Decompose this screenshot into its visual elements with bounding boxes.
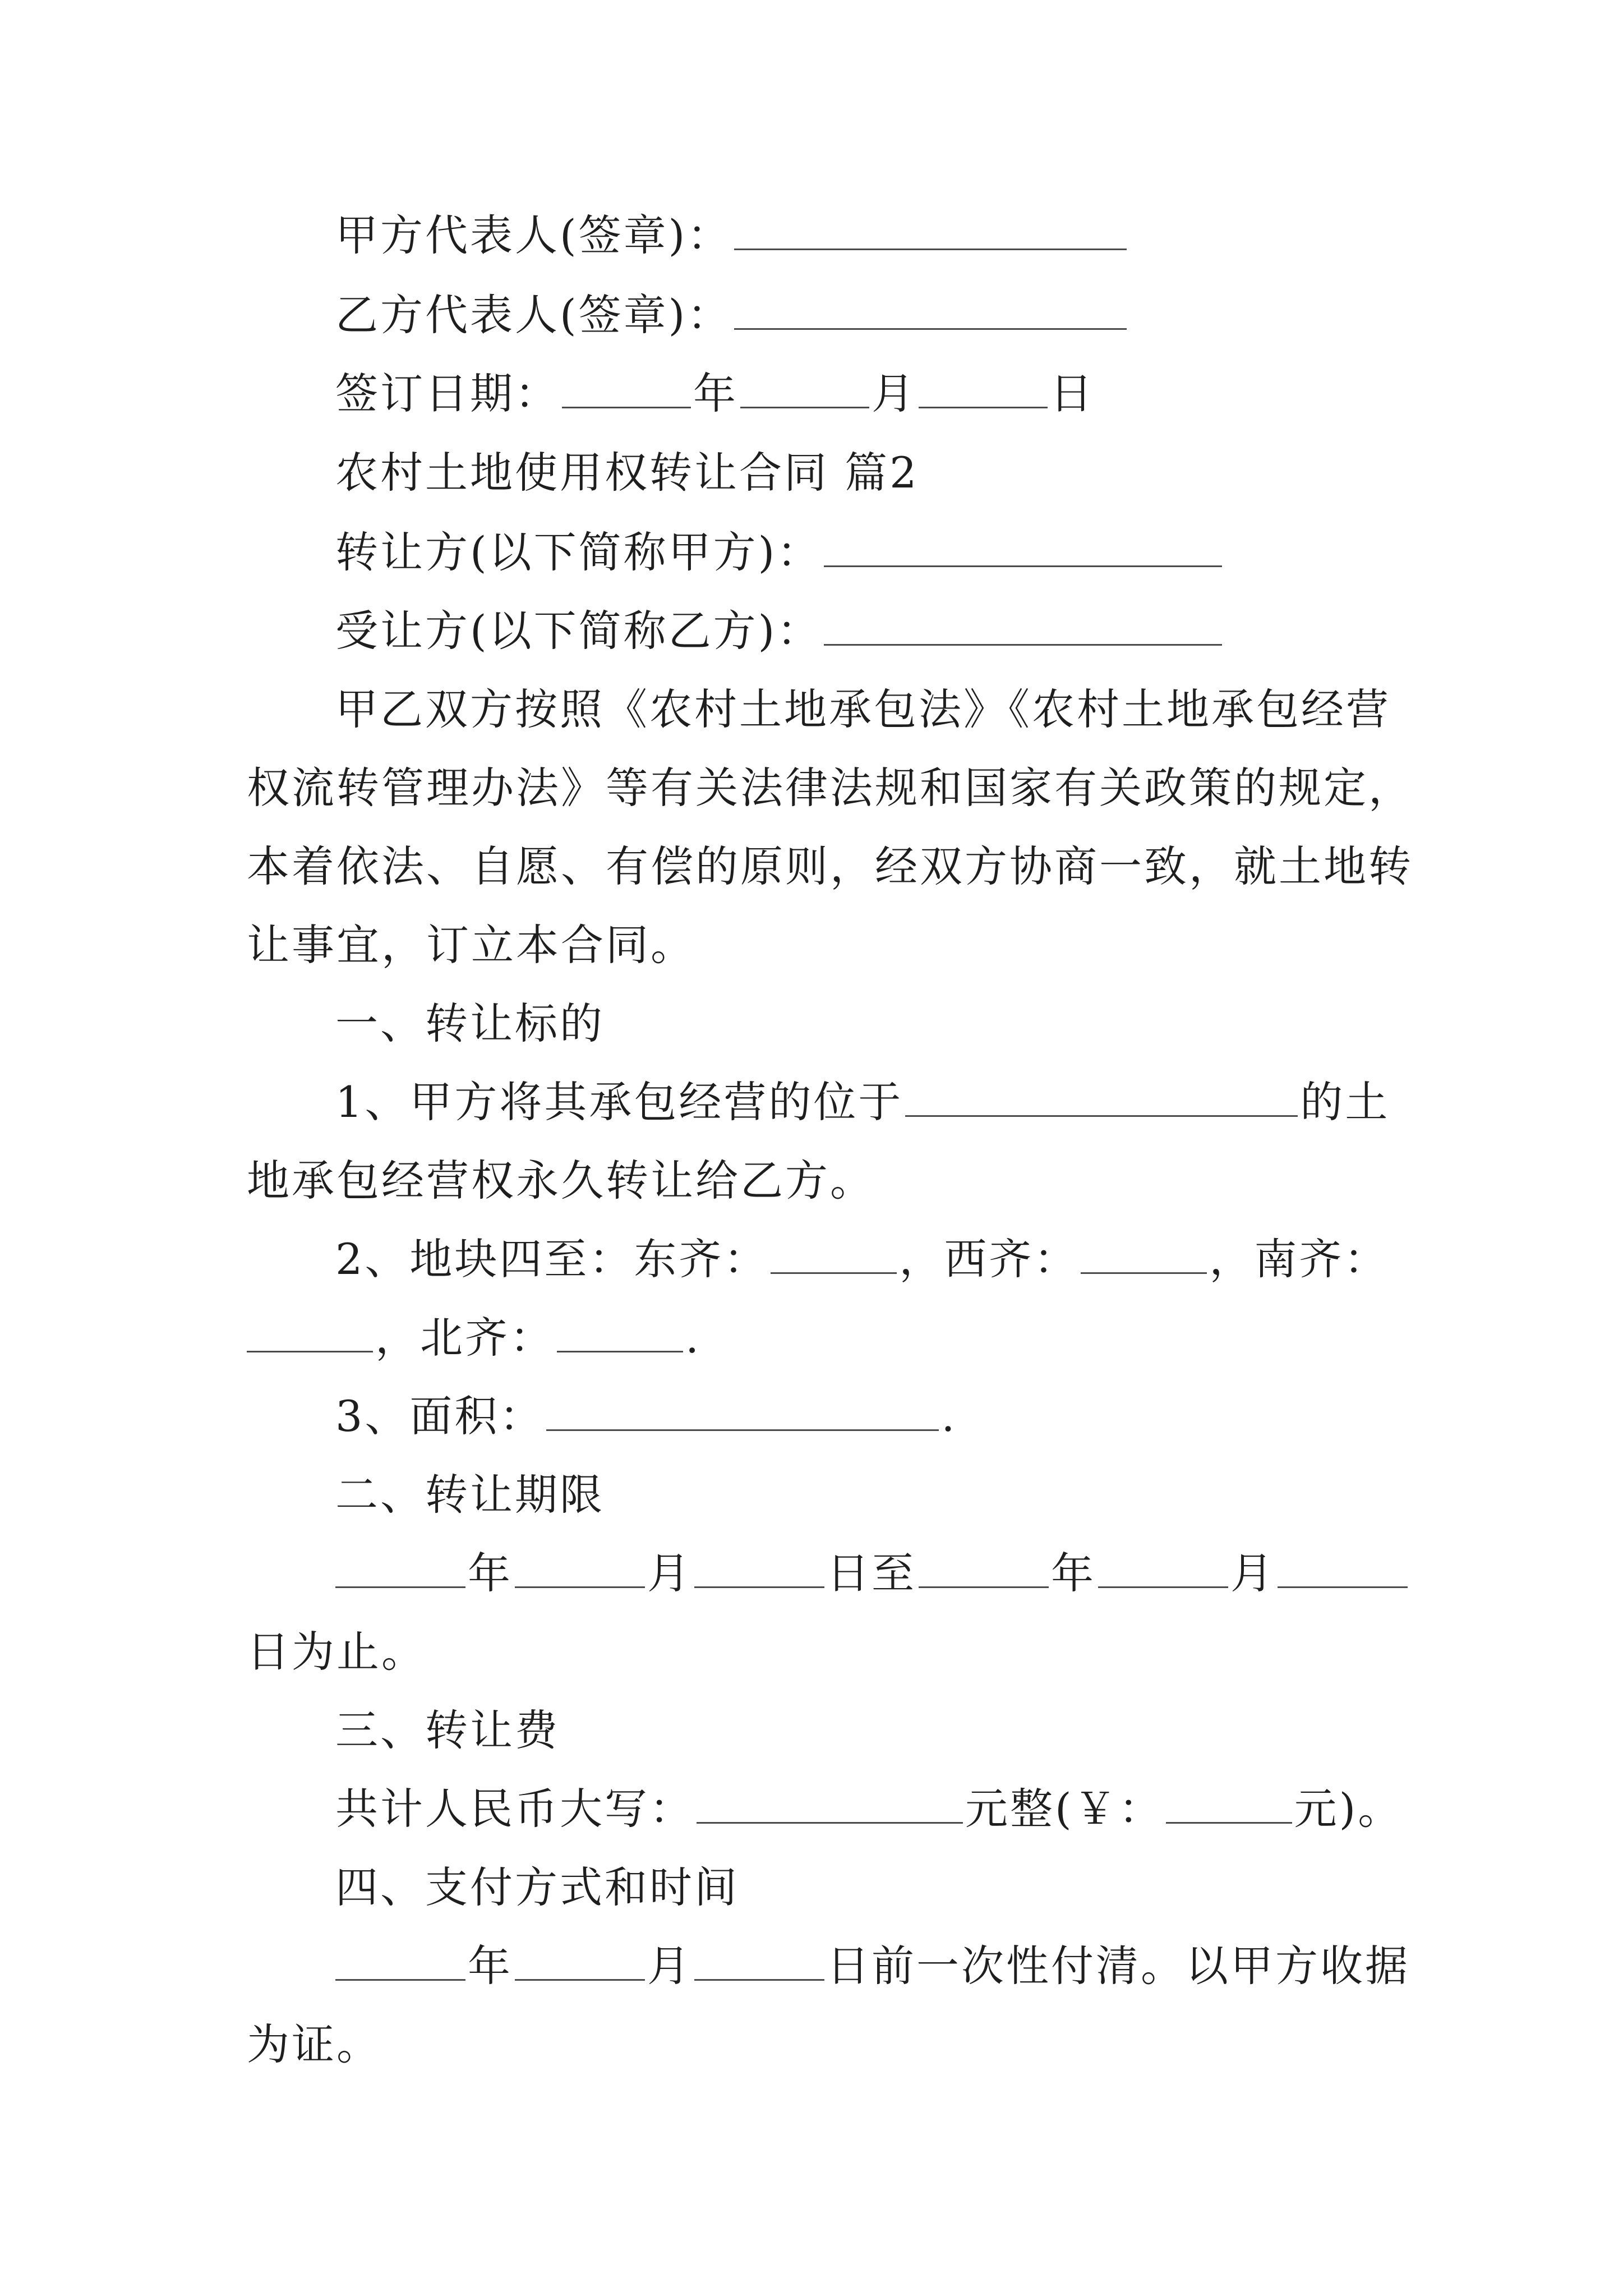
end-year-blank[interactable] (919, 1549, 1049, 1588)
clause1-item1-line2: 地承包经营权永久转让给乙方。 (247, 1156, 875, 1205)
section-title: 农村土地使用权转让合同 篇2 (335, 448, 919, 498)
amount-number-blank[interactable] (1166, 1784, 1292, 1824)
north-blank[interactable] (557, 1313, 683, 1352)
clause4-pay-end: 为证。 (247, 2019, 381, 2069)
until-label: 日至 (827, 1548, 916, 1598)
area-label: 3、面积： (335, 1391, 545, 1441)
end-month-blank[interactable] (1098, 1549, 1228, 1588)
yuan-full-label: 元整(￥： (965, 1784, 1164, 1834)
month-label: 月 (647, 1548, 692, 1598)
signature-blank[interactable] (734, 211, 1127, 250)
intro-line-2: 权流转管理办法》等有关法律法规和国家有关政策的规定， (247, 763, 1413, 813)
west-label: ，西齐： (899, 1234, 1079, 1284)
clause2-heading: 二、转让期限 (335, 1470, 605, 1520)
signing-date-line (335, 366, 1376, 422)
transferor-label: 转让方(以下简称甲方)： (335, 527, 822, 577)
clause1-item2-line2 (247, 1310, 1376, 1366)
item1-text-end: 的土 (1300, 1077, 1390, 1127)
item1-text: 1、甲方将其承包经营的位于 (335, 1077, 903, 1127)
clause4-heading: 四、支付方式和时间 (335, 1862, 739, 1912)
party-b-signature-line (335, 287, 1376, 343)
pay-day-blank[interactable] (694, 1941, 824, 1981)
month-label: 月 (647, 1941, 692, 1991)
transferor-blank[interactable] (824, 528, 1222, 567)
month-blank[interactable] (740, 369, 869, 408)
transferee-blank[interactable] (824, 606, 1222, 646)
east-label: 2、地块四至：东齐： (335, 1234, 769, 1284)
clause2-period-line (335, 1545, 1376, 1602)
year-label: 年 (468, 1548, 513, 1598)
clause1-heading: 一、转让标的 (335, 999, 605, 1048)
location-blank[interactable] (905, 1078, 1298, 1117)
clause2-period-end: 日为止。 (247, 1627, 426, 1677)
period-mark: . (685, 1313, 702, 1363)
west-blank[interactable] (1081, 1235, 1207, 1274)
pay-text: 日前一次性付清。以甲方收据 (827, 1941, 1410, 1991)
clause1-item2-line1 (335, 1231, 1389, 1287)
clause3-amount-line (335, 1781, 1403, 1837)
transferor-line (335, 524, 1376, 581)
year-blank[interactable] (562, 369, 691, 408)
day-label: 日 (1050, 369, 1095, 418)
party-a-rep-label: 甲方代表人(签章)： (335, 210, 732, 260)
clause3-heading: 三、转让费 (335, 1705, 560, 1755)
signature-blank[interactable] (734, 291, 1127, 330)
period-mark: . (941, 1391, 957, 1441)
clause1-item1-line1 (335, 1074, 1390, 1130)
transferee-line (335, 603, 1376, 659)
intro-line-4: 让事宜，订立本合同。 (247, 920, 695, 970)
pay-month-blank[interactable] (515, 1941, 645, 1981)
start-day-blank[interactable] (694, 1549, 824, 1588)
amount-words-blank[interactable] (697, 1784, 963, 1824)
south-blank[interactable] (247, 1313, 373, 1352)
intro-line-3: 本着依法、自愿、有偿的原则，经双方协商一致，就土地转 (247, 841, 1413, 891)
total-label: 共计人民币大写： (335, 1784, 694, 1834)
start-year-blank[interactable] (335, 1549, 465, 1588)
clause1-item3-line (335, 1388, 1376, 1444)
date-label: 签订日期： (335, 369, 560, 418)
clause4-pay-line (335, 1938, 1410, 1994)
year-label: 年 (1051, 1548, 1096, 1598)
transferee-label: 受让方(以下简称乙方)： (335, 606, 822, 656)
south-label: ，南齐： (1209, 1234, 1389, 1284)
east-blank[interactable] (771, 1235, 897, 1274)
north-label: ，北齐： (375, 1313, 555, 1363)
intro-line-1: 甲乙双方按照《农村土地承包法》《农村土地承包经营 (335, 684, 1391, 734)
yuan-close-label: 元)。 (1294, 1784, 1403, 1834)
year-label: 年 (468, 1941, 513, 1991)
area-blank[interactable] (546, 1392, 939, 1431)
pay-year-blank[interactable] (335, 1941, 465, 1981)
day-blank[interactable] (919, 369, 1048, 408)
party-a-signature-line (335, 208, 1376, 264)
party-b-rep-label: 乙方代表人(签章)： (335, 290, 732, 340)
start-month-blank[interactable] (515, 1549, 645, 1588)
month-label: 月 (1230, 1548, 1275, 1598)
year-label: 年 (693, 369, 738, 418)
month-label: 月 (872, 369, 916, 418)
end-day-blank[interactable] (1278, 1549, 1408, 1588)
